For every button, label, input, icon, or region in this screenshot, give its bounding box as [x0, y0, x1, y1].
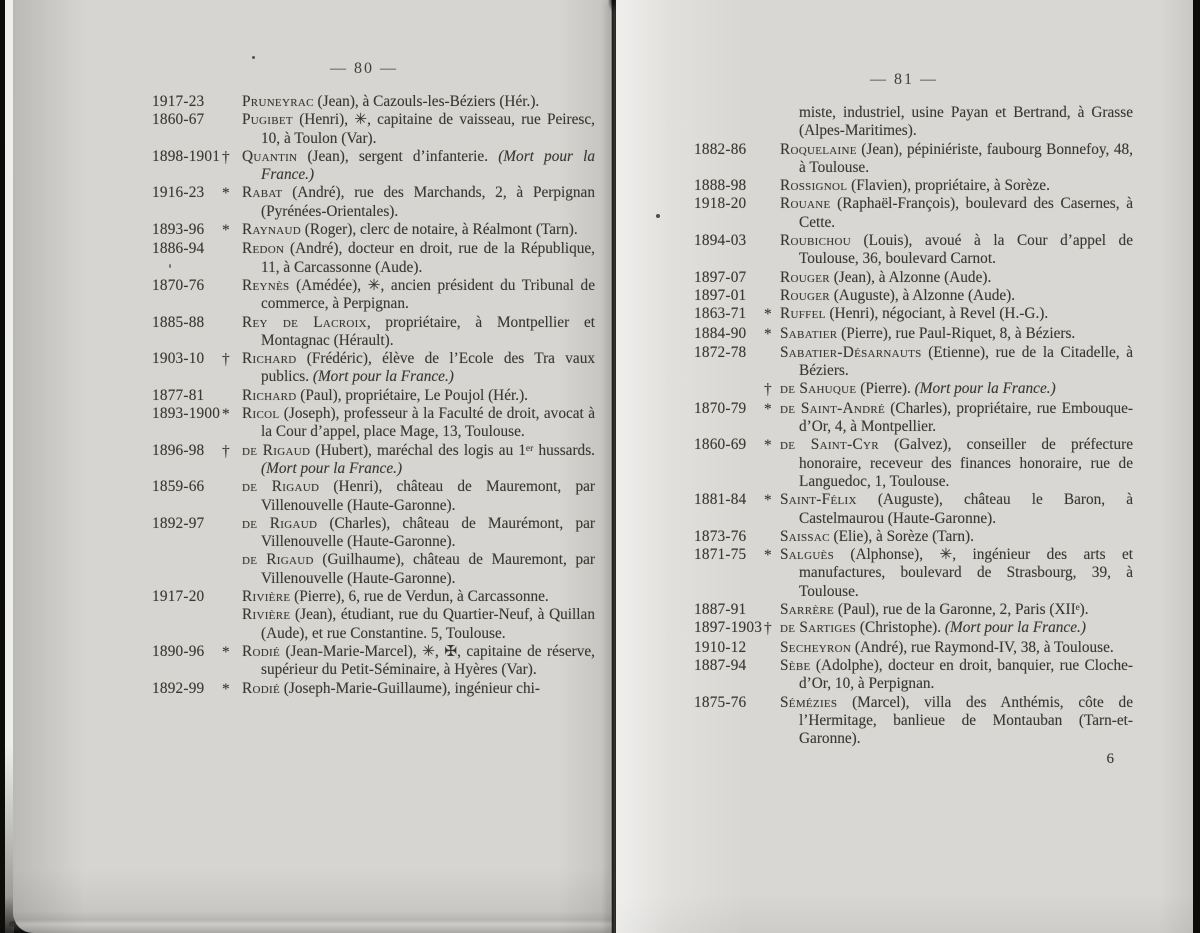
entry-years: 1910-12: [694, 638, 747, 656]
directory-entry: [694, 305, 1193, 324]
entry-years: 1917-23: [152, 93, 205, 110]
entry-text: [242, 588, 595, 606]
entry-details: (Auguste), château le Baron, à Castelmaurou (Haute-Garonne).: [799, 491, 1133, 527]
entry-years: 1888-98: [694, 177, 747, 195]
scan-speck: [656, 214, 660, 218]
entry-surname: Rivière: [242, 588, 291, 606]
entry-marker: *: [222, 185, 230, 203]
directory-entry: [694, 491, 1193, 528]
entry-marker: †: [222, 148, 230, 166]
entry-years: 1918-20: [694, 195, 747, 213]
directory-entry: [152, 148, 612, 185]
entry-marker: *: [222, 680, 230, 698]
entry-marker: [222, 606, 242, 607]
entry-surname: de Rigaud: [242, 551, 314, 569]
entry-years: 1870-76: [152, 276, 205, 294]
entry-surname: Reynès: [242, 276, 290, 294]
entry-surname: Secheyron: [780, 638, 852, 656]
entry-years: 1893-1900: [152, 405, 221, 423]
entry-surname: Roquelaine: [780, 140, 857, 158]
entry-years: 1863-71: [694, 305, 747, 323]
entry-text: [780, 546, 1133, 601]
scan-speck: [169, 264, 171, 268]
entry-marker: †: [222, 442, 230, 460]
entry-years: 1898-1901: [152, 147, 221, 165]
entry-text: [242, 478, 595, 515]
entry-marker: [764, 177, 780, 178]
entry-surname: Saissac: [780, 527, 830, 545]
entry-text: [242, 93, 595, 111]
directory-entry: [152, 93, 612, 111]
entry-text: [242, 387, 595, 405]
page-right-content: [616, 0, 1193, 768]
entry-details: (Jean), à Alzonne (Aude).: [829, 268, 992, 286]
entry-text: [242, 643, 595, 680]
entry-years: 1897-07: [694, 268, 747, 286]
entry-years: 1860-67: [152, 111, 205, 129]
entry-text: [780, 639, 1133, 657]
entry-details: (André), docteur en droit, rue de la République, 11, à Carcassonne (Aude).: [261, 240, 595, 276]
entry-text: [780, 694, 1133, 749]
entry-marker: [222, 240, 242, 241]
entry-details: (Flavien), propriétaire, à Sorèze.: [847, 177, 1050, 195]
directory-entry: [694, 601, 1193, 619]
scan-speck: [9, 921, 16, 927]
entry-years: 1893-96: [152, 221, 205, 239]
entry-years: 1881-84: [694, 491, 747, 509]
entry-mort-note: (Mort pour la France.): [261, 459, 403, 477]
entry-details: (Galvez), conseiller de préfecture honoraire, receveur des finances honoraire, rue de Languedoc, 1, Toulouse.: [799, 436, 1133, 490]
entry-details: (Joseph), professeur à la Faculté de droit, avocat à la Cour d’appel, place Mage, 13, Toulouse.: [261, 405, 595, 441]
entry-surname: Richard: [242, 386, 297, 404]
entry-details: (Henri), ✳, capitaine de vaisseau, rue Peiresc, 10, à Toulon (Var).: [261, 111, 595, 147]
entry-details: (Joseph-Marie-Guillaume), ingénieur chi-: [279, 679, 540, 697]
entry-marker: [764, 287, 780, 288]
entry-years: 1882-86: [694, 140, 747, 158]
entry-text: [242, 515, 595, 552]
entry-text: [780, 601, 1133, 619]
entry-marker: †: [764, 381, 772, 399]
entry-details: (Marcel), villa des Anthémis, côte de l’Hermitage, banlieue de Montauban (Tarn-et-Garonne).: [799, 693, 1133, 748]
entry-years: 1894-03: [694, 232, 747, 250]
entry-details: (Paul), rue de la Garonne, 2, Paris (XIIᵉ).: [834, 601, 1089, 619]
entry-surname: Sabatier-Désarnauts: [780, 343, 922, 361]
entry-years: 1871-75: [694, 546, 747, 564]
directory-entry: [152, 515, 612, 552]
entry-years: 1892-99: [152, 679, 205, 697]
entry-marker: [764, 528, 780, 529]
directory-entry: [694, 639, 1193, 657]
directory-entry: [152, 350, 612, 387]
directory-entry: [152, 551, 612, 588]
entry-marker: [222, 314, 242, 315]
directory-entry: [694, 287, 1193, 305]
entry-text: [780, 528, 1133, 546]
entry-surname: Ruffel: [780, 305, 826, 323]
entry-marker: [764, 195, 780, 196]
directory-entry: [694, 546, 1193, 601]
entry-marker: †: [764, 620, 772, 638]
directory-entry: [694, 436, 1193, 491]
entry-mort-note: (Mort pour la France.): [944, 619, 1086, 637]
entry-details: (Amédée), ✳, ancien président du Tribunal de commerce, à Perpignan.: [261, 276, 595, 313]
directory-entry: [694, 104, 1193, 141]
entry-mort-note: (Mort pour la France.): [261, 147, 595, 184]
entry-text: [780, 287, 1133, 305]
entry-years: 1896-98: [152, 441, 205, 459]
entry-surname: Ricol: [242, 405, 280, 423]
entry-years: 1916-23: [152, 184, 205, 202]
signature-mark: 6: [1106, 751, 1114, 768]
entry-details: (Henri), négociant, à Revel (H.-G.).: [825, 305, 1049, 323]
entry-years: 1886-94: [152, 240, 205, 258]
entry-marker: *: [764, 306, 772, 324]
entry-marker: [764, 694, 780, 695]
entry-years: 1870-79: [694, 399, 747, 417]
entry-surname: Sèbe: [780, 656, 811, 674]
entry-text: [242, 184, 595, 221]
entry-text: [780, 657, 1133, 694]
entry-marker: [222, 93, 242, 94]
entry-text: [242, 606, 595, 643]
directory-entry: [152, 387, 612, 405]
entry-details: (Jean), étudiant, rue du Quartier-Neuf, à Quillan (Aude), et rue Constantine. 5, Toulouse.: [261, 606, 595, 642]
entry-years: 1890-96: [152, 642, 205, 660]
entry-surname: de Sahuque: [780, 380, 857, 398]
page-number-right: — 81 —: [870, 71, 938, 88]
entry-mort-note: (Mort pour la France.): [914, 380, 1056, 398]
entry-details: (Henri), château de Mauremont, par Villenouvelle (Haute-Garonne).: [261, 478, 595, 514]
entry-text: [242, 277, 595, 314]
directory-entry: [694, 141, 1193, 178]
entry-marker: [222, 387, 242, 388]
entry-details: (André), rue des Marchands, 2, à Perpignan (Pyrénées-Orientales).: [261, 184, 595, 220]
entry-surname: Sabatier: [780, 324, 838, 342]
entry-surname: de Rigaud: [242, 514, 318, 532]
entry-surname: Rouger: [780, 286, 830, 304]
entry-marker: *: [764, 400, 772, 418]
entry-details: (Alphonse), ✳, ingénieur des arts et manufactures, boulevard de Strasbourg, 39, à Toulouse.: [799, 546, 1133, 600]
entry-years: 1897-01: [694, 286, 747, 304]
entry-surname: Rodié: [242, 679, 280, 697]
entry-details: (Louis), avoué à la Cour d’appel de Toulouse, 36, boulevard Carnot.: [799, 232, 1133, 268]
entry-years: 1885-88: [152, 313, 205, 331]
entry-details: (Hubert), maréchal des logis au 1ᵉʳ hussards.: [310, 441, 595, 459]
directory-entry: [694, 344, 1193, 381]
entry-years: 1875-76: [694, 693, 747, 711]
entry-marker: [764, 141, 780, 142]
directory-entry: [152, 478, 612, 515]
entry-years: 1887-91: [694, 601, 747, 619]
directory-entry: [694, 269, 1193, 287]
entry-years: 1872-78: [694, 343, 747, 361]
entry-text: [780, 177, 1133, 195]
entry-marker: [764, 104, 780, 105]
directory-entry: [152, 680, 612, 699]
directory-entries-right: [694, 104, 1193, 748]
entry-details: (Jean), pépiniériste, faubourg Bonnefoy, 48, à Toulouse.: [799, 140, 1133, 176]
entry-years: 1892-97: [152, 514, 205, 532]
entry-text: [780, 141, 1133, 178]
entry-surname: de Rigaud: [242, 478, 320, 496]
entry-text: [242, 405, 595, 442]
directory-entry: [694, 195, 1193, 232]
entry-text: [780, 380, 1133, 398]
entry-marker: [222, 478, 242, 479]
entry-surname: de Sartiges: [780, 619, 857, 637]
entry-details: (Guilhaume), château de Mauremont, par Villenouvelle (Haute-Garonne).: [261, 551, 595, 587]
entry-marker: *: [764, 547, 772, 565]
entry-surname: Salguès: [780, 546, 834, 564]
entry-details: (Jean-Marie-Marcel), ✳, ✠, capitaine de réserve, supérieur du Petit-Séminaire, à Hyères (Var).: [261, 642, 595, 679]
entry-text: [242, 680, 595, 698]
directory-entry: [152, 643, 612, 680]
book-page-left: [13, 0, 612, 933]
entry-marker: [764, 657, 780, 658]
entry-surname: de Rigaud: [242, 441, 311, 459]
entry-surname: Rodié: [242, 642, 280, 660]
directory-entry: [152, 588, 612, 606]
entry-surname: Richard: [242, 350, 297, 368]
page-number-left: — 80 —: [330, 60, 398, 77]
entry-marker: *: [764, 437, 772, 455]
entry-surname: Sémézies: [780, 693, 838, 711]
entry-details: (Etienne), rue de la Citadelle, à Béziers.: [799, 343, 1133, 380]
entry-text: [780, 325, 1133, 343]
entry-text: [242, 350, 595, 387]
entry-details: (Pierre).: [856, 380, 915, 398]
entry-marker: [764, 639, 780, 640]
directory-entry: [152, 111, 612, 148]
entry-marker: [222, 515, 242, 516]
entry-details: miste, industriel, usine Payan et Bertrand, à Grasse (Alpes-Maritimes).: [799, 104, 1133, 140]
entry-text: [242, 111, 595, 148]
entry-text: [780, 104, 1133, 141]
entry-marker: †: [222, 351, 230, 369]
entry-surname: Saint-Félix: [780, 491, 857, 509]
entry-details: (Charles), château de Maurémont, par Villenouvelle (Haute-Garonne).: [261, 514, 595, 551]
entry-text: [242, 551, 595, 588]
entry-text: [780, 436, 1133, 491]
entry-marker: [222, 588, 242, 589]
entry-surname: Redon: [242, 240, 285, 258]
directory-entry: [694, 232, 1193, 269]
entry-text: [780, 232, 1133, 269]
entry-marker: [764, 232, 780, 233]
entry-marker: [764, 269, 780, 270]
entry-details: , propriétaire, à Montpellier et Montagnac (Hérault).: [261, 313, 595, 349]
entry-surname: Quantin: [242, 147, 298, 165]
entry-details: (Jean), sergent d’infanterie.: [297, 147, 499, 165]
entry-surname: Pruneyrac: [242, 93, 314, 110]
entry-details: (André), rue Raymond-IV, 38, à Toulouse.: [851, 638, 1114, 656]
entry-surname: Rouane: [780, 195, 831, 213]
entry-years: 1873-76: [694, 527, 747, 545]
entry-years: 1897-1903: [694, 619, 763, 637]
entry-surname: Rouger: [780, 268, 830, 286]
entry-years: 1903-10: [152, 350, 205, 368]
directory-entry: [152, 405, 612, 442]
directory-entries-left: [152, 93, 612, 699]
entry-surname: de Saint-André: [780, 399, 886, 417]
entry-text: [780, 269, 1133, 287]
entry-marker: *: [764, 325, 772, 343]
entry-years: 1877-81: [152, 386, 205, 404]
directory-entry: [694, 400, 1193, 437]
entry-details: (Pierre), rue Paul-Riquet, 8, à Béziers.: [837, 324, 1076, 342]
entry-text: [242, 148, 595, 185]
entry-details: (Charles), propriétaire, rue Embouque-d’Or, 4, à Montpellier.: [799, 399, 1133, 436]
entry-surname: Roubichou: [780, 232, 851, 250]
scan-speck: [252, 56, 255, 59]
entry-marker: *: [222, 643, 230, 661]
entry-surname: de Saint-Cyr: [780, 436, 879, 454]
directory-entry: [152, 277, 612, 314]
entry-text: [780, 305, 1133, 323]
entry-text: [780, 344, 1133, 381]
directory-entry: [694, 619, 1193, 638]
entry-details: (Adolphe), docteur en droit, banquier, rue Cloche-d’Or, 10, à Perpignan.: [799, 656, 1133, 693]
entry-surname: Rossignol: [780, 177, 848, 195]
entry-details: (Auguste), à Alzonne (Aude).: [829, 286, 1016, 304]
book-page-right: [616, 0, 1193, 933]
directory-entry: [152, 240, 612, 277]
entry-text: [242, 240, 595, 277]
entry-surname: Sarrère: [780, 601, 835, 619]
entry-text: [780, 619, 1133, 637]
entry-years: 1860-69: [694, 436, 747, 454]
entry-text: [242, 442, 595, 479]
entry-mort-note: (Mort pour la France.): [312, 368, 454, 386]
entry-details: (Roger), clerc de notaire, à Réalmont (Tarn).: [300, 221, 578, 239]
entry-marker: *: [764, 492, 772, 510]
directory-entry: [152, 442, 612, 479]
entry-details: (Jean), à Cazouls-les-Béziers (Hér.).: [313, 93, 540, 110]
entry-surname: Pugibet: [242, 111, 293, 129]
entry-marker: [222, 551, 242, 552]
entry-years: 1887-94: [694, 656, 747, 674]
entry-marker: *: [222, 406, 230, 424]
entry-marker: *: [222, 222, 230, 240]
entry-details: (Raphaël-François), boulevard des Casernes, à Cette.: [799, 195, 1133, 231]
entry-years: 1859-66: [152, 478, 205, 496]
entry-details: (Frédéric), élève de l’Ecole des Tra vaux publics.: [261, 350, 595, 386]
entry-text: [242, 314, 595, 351]
directory-entry: [694, 177, 1193, 195]
entry-surname: Rivière: [242, 606, 291, 624]
entry-years: 1917-20: [152, 588, 205, 606]
entry-surname: Raynaud: [242, 221, 301, 239]
directory-entry: [694, 380, 1193, 399]
directory-entry: [694, 657, 1193, 694]
entry-details: (Christophe).: [856, 619, 945, 637]
entry-text: [242, 221, 595, 239]
entry-text: [780, 491, 1133, 528]
directory-entry: [152, 606, 612, 643]
entry-details: (Pierre), 6, rue de Verdun, à Carcassonne.: [290, 588, 549, 606]
directory-entry: [694, 528, 1193, 546]
entry-marker: [222, 277, 242, 278]
entry-marker: [222, 111, 242, 112]
entry-details: (Elie), à Sorèze (Tarn).: [829, 527, 974, 545]
directory-entry: [694, 325, 1193, 344]
directory-entry: [694, 694, 1193, 749]
directory-entry: [152, 314, 612, 351]
entry-surname: Rabat: [242, 184, 283, 202]
entry-years: 1884-90: [694, 324, 747, 342]
entry-marker: [764, 344, 780, 345]
entry-surname: Rey de Lacroix: [242, 313, 367, 331]
directory-entry: [152, 184, 612, 221]
entry-text: [780, 195, 1133, 232]
entry-text: [780, 400, 1133, 437]
directory-entry: [152, 221, 612, 240]
entry-marker: [764, 601, 780, 602]
page-left-content: [13, 0, 612, 699]
entry-details: (Paul), propriétaire, Le Poujol (Hér.).: [296, 386, 528, 404]
